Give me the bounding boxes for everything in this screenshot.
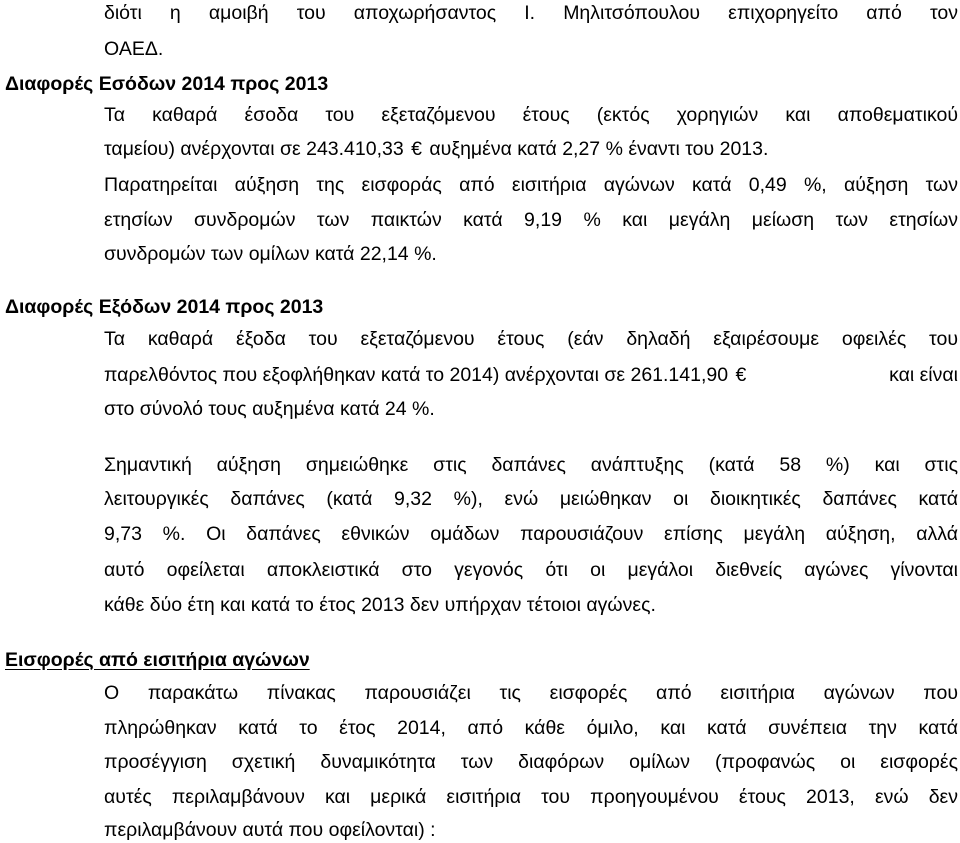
income-paragraph-2-line-2: ετησίων συνδρομών των παικτών κατά 9,19 % και μεγάλη μείωση των ετησίων: [104, 209, 958, 231]
ticket-paragraph-line-4: αυτές περιλαμβάνουν και μερικά εισιτήρια του προηγουμένου έτους 2013, ενώ δεν: [104, 786, 958, 808]
expense-paragraph-1-line-3: στο σύνολό τους αυξημένα κατά 24 %.: [104, 398, 435, 420]
income-net-amount-text: ταμείου) ανέρχονται σε 243.410,33: [104, 138, 404, 160]
ticket-paragraph-line-2: πληρώθηκαν κατά το έτος 2014, από κάθε όμιλο, και κατά συνέπεια την κατά: [104, 717, 958, 739]
expense-differences-heading: Διαφορές Εξόδων 2014 προς 2013: [5, 296, 324, 318]
paragraph-continuation-line-1: διότι η αμοιβή του αποχωρήσαντος Ι. Μηλιτσόπουλου επιχορηγείτο από τον: [104, 2, 958, 24]
income-paragraph-1-line-1: Τα καθαρά έσοδα του εξεταζόμενου έτους (εκτός χορηγιών και αποθεματικού: [104, 104, 958, 126]
expense-net-amount-before: παρελθόντος που εξοφλήθηκαν κατά το 2014) ανέρχονται σε 261.141,90: [104, 364, 729, 386]
euro-symbol: €: [735, 364, 747, 386]
euro-symbol: €: [411, 138, 422, 160]
expense-net-amount-after: και είναι: [889, 364, 958, 386]
expense-paragraph-2-line-2: λειτουργικές δαπάνες (κατά 9,32 %), ενώ μειώθηκαν οι διοικητικές δαπάνες κατά: [104, 488, 958, 510]
expense-paragraph-2-line-4: αυτό οφείλεται αποκλειστικά στο γεγονός ότι οι μεγάλοι διεθνείς αγώνες γίνονται: [104, 559, 958, 581]
expense-paragraph-1-line-2: [104, 362, 958, 388]
ticket-paragraph-line-3: προσέγγιση σχετική δυναμικότητα των διαφόρων ομίλων (προφανώς οι εισφορές: [104, 751, 958, 773]
income-paragraph-1-line-2: [104, 136, 958, 162]
income-increase-text: αυξημένα κατά 2,27 % έναντι του 2013.: [429, 138, 769, 160]
income-differences-heading: Διαφορές Εσόδων 2014 προς 2013: [5, 73, 329, 95]
expense-paragraph-2-line-3: 9,73 %. Οι δαπάνες εθνικών ομάδων παρουσιάζουν επίσης μεγάλη αύξηση, αλλά: [104, 523, 958, 545]
expense-paragraph-1-line-1: Τα καθαρά έξοδα του εξεταζόμενου έτους (εάν δηλαδή εξαιρέσουμε οφειλές του: [104, 328, 958, 350]
ticket-paragraph-line-1: Ο παρακάτω πίνακας παρουσιάζει τις εισφορές από εισιτήρια αγώνων που: [104, 682, 958, 704]
paragraph-continuation-line-2: ΟΑΕΔ.: [104, 38, 164, 60]
income-paragraph-2-line-3: συνδρομών των ομίλων κατά 22,14 %.: [104, 243, 437, 265]
ticket-paragraph-line-5: περιλαμβάνουν αυτά που οφείλονται) :: [104, 819, 436, 841]
income-paragraph-2-line-1: Παρατηρείται αύξηση της εισφοράς από εισιτήρια αγώνων κατά 0,49 %, αύξηση των: [104, 174, 958, 196]
expense-paragraph-2-line-1: Σημαντική αύξηση σημειώθηκε στις δαπάνες ανάπτυξης (κατά 58 %) και στις: [104, 454, 958, 476]
ticket-contributions-heading: Εισφορές από εισιτήρια αγώνων: [5, 649, 310, 671]
expense-net-amount-text: [104, 362, 748, 388]
expense-paragraph-2-line-5: κάθε δύο έτη και κατά το έτος 2013 δεν υπήρχαν τέτοιοι αγώνες.: [104, 594, 656, 616]
